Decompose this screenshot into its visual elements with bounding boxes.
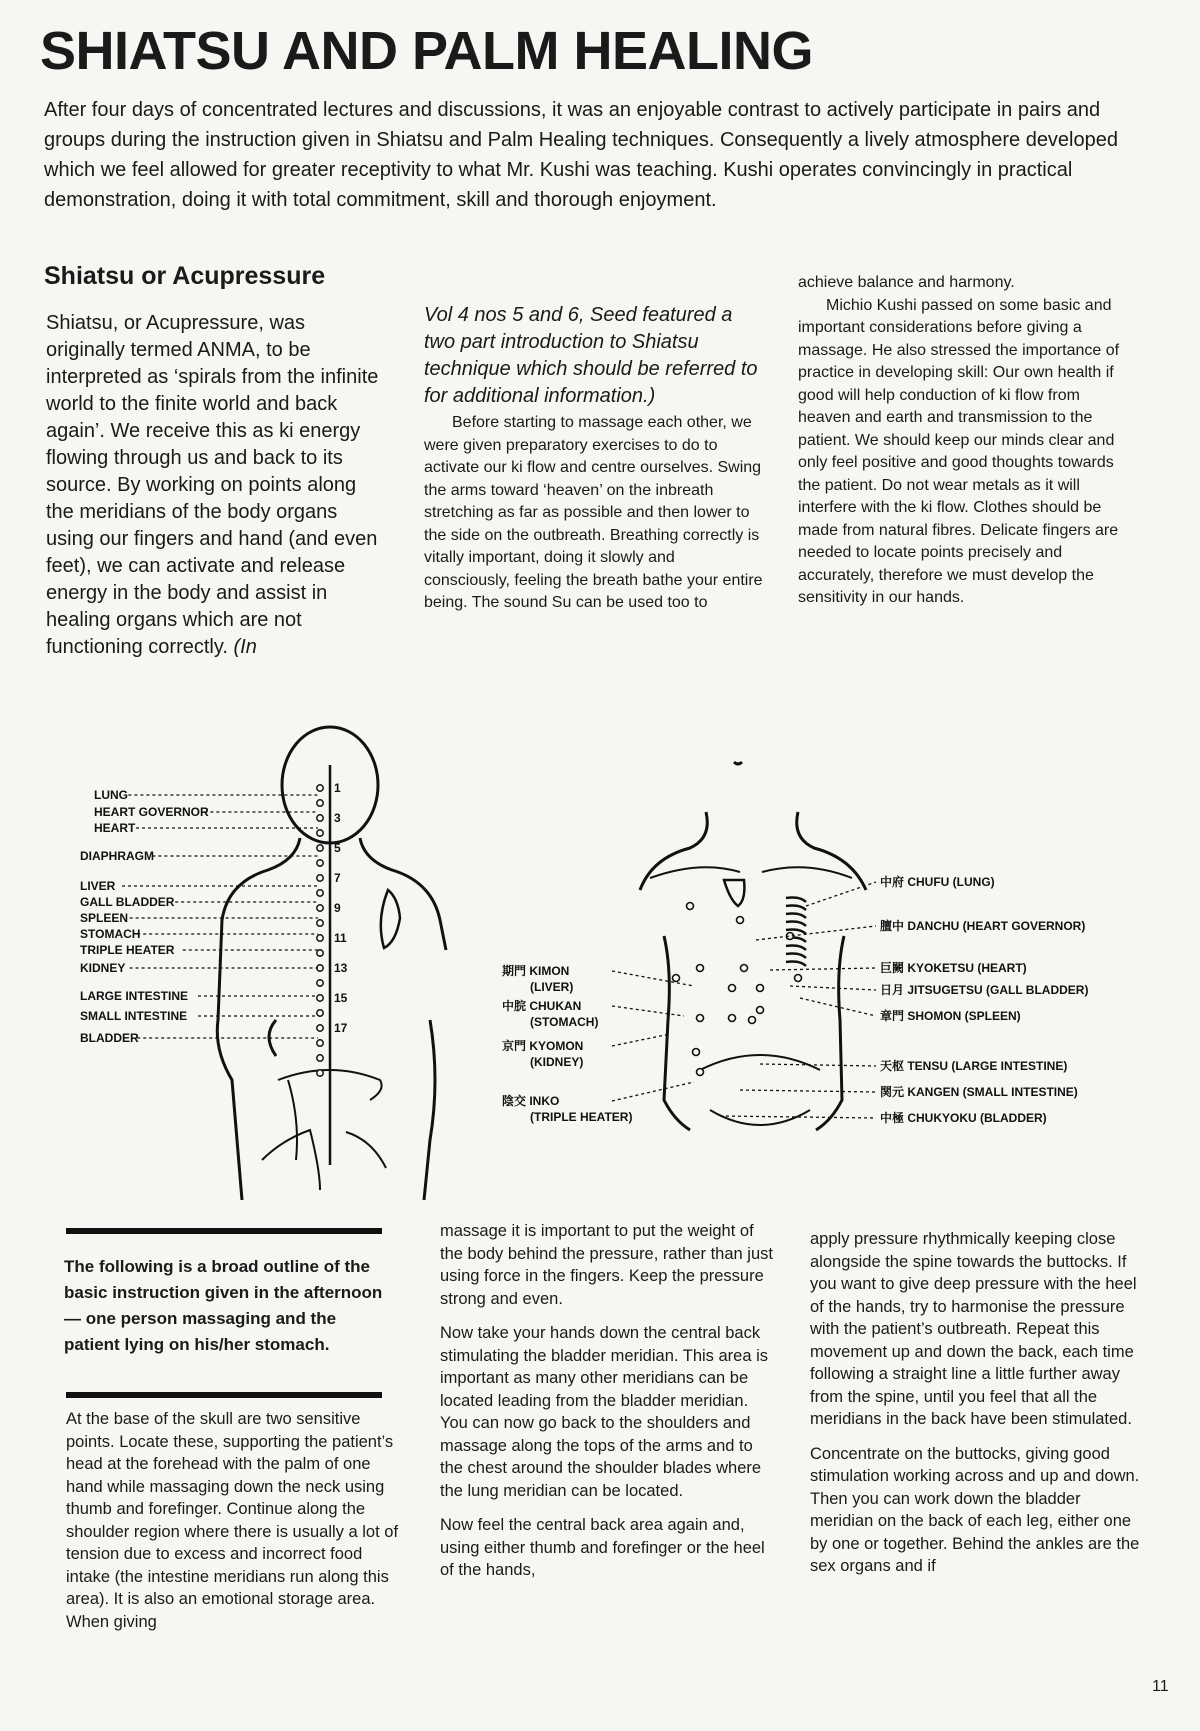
back-labels: [80, 788, 318, 1045]
column-3: [798, 272, 1128, 610]
bottom-rule: [66, 1392, 382, 1398]
bcol3-para-2: Concentrate on the buttocks, giving good stimulation working across and up and down. Then you can work down the bladder meridian on the back of each leg, either one by one or together. Behind the ankles are the sex organs and if: [810, 1444, 1140, 1575]
acupoint: [317, 1040, 323, 1046]
front-right-label: 章門 SHOMON (SPLEEN): [880, 1009, 1021, 1023]
acupoint: [317, 950, 323, 956]
leader-line: [806, 882, 876, 906]
acupoint: [317, 815, 323, 821]
col3-start: achieve balance and harmony.: [798, 274, 1015, 291]
bcol2-para-1: massage it is important to put the weight of the body behind the pressure, rather than just using force in the fingers. Keep the pressure strong and even.: [440, 1222, 773, 1308]
vertebra-numbers: [334, 781, 348, 1035]
acupoint: [317, 830, 323, 836]
article-title: SHIATSU AND PALM HEALING: [40, 21, 813, 81]
acupoint: [317, 860, 323, 866]
vertebra-number: 7: [334, 871, 341, 885]
leader-line: [612, 971, 694, 986]
leader-line: [790, 986, 876, 990]
vertebra-number: 1: [334, 781, 341, 795]
acupoint: [317, 920, 323, 926]
leader-line: [612, 1034, 670, 1046]
front-right-label: 関元 KANGEN (SMALL INTESTINE): [880, 1085, 1078, 1099]
front-left-organ: (KIDNEY): [530, 1055, 584, 1069]
front-acupoint: [697, 1069, 704, 1076]
back-label: BLADDER: [80, 1031, 139, 1045]
back-label: HEART: [94, 821, 136, 835]
back-label: SPLEEN: [80, 911, 129, 925]
vertebra-number: 17: [334, 1021, 348, 1035]
bcol2-para-3: Now feel the central back area again and, using either thumb and forefinger or the heel of the hands,: [440, 1516, 765, 1579]
front-acupoint: [693, 1049, 700, 1056]
front-acupoint: [741, 965, 748, 972]
acupoint: [317, 995, 323, 1001]
acupoint: [317, 935, 323, 941]
bcol3-para-1: apply pressure rhythmically keeping close alongside the spine towards the buttocks. If you want to give deep pressure with the heel of the hands, try to harmonise the pressure with the patient’s outbreath. Repeat this movement up and down the back, each time following a straight line a little further away from the spine, until you feel that all the meridians in the back have been stimulated.: [810, 1230, 1137, 1428]
front-acupoint: [729, 1015, 736, 1022]
front-acupoint: [697, 1015, 704, 1022]
acupoint: [317, 845, 323, 851]
front-acupoint: [749, 1017, 756, 1024]
front-figure: [640, 812, 866, 1130]
front-left-organ: (STOMACH): [530, 1015, 599, 1029]
col2-paragraph: Before starting to massage each other, we were given preparatory exercises to do to activate our ki flow and centre ourselves. Swing the arms toward ‘heaven’ on the inbreath stretching as far as possible and then lower to the side on the outbreath. Breathing correctly is vitally important, doing it slowly and consciously, feeling the breath bathe your entire being. The sound Su can be used too to: [424, 414, 763, 611]
back-label: LARGE INTESTINE: [80, 989, 189, 1003]
vertebra-number: 13: [334, 961, 348, 975]
acupoint: [317, 1010, 323, 1016]
front-left-label: 中脘 CHUKAN: [502, 999, 582, 1013]
bottom-column-1: At the base of the skull are two sensitive points. Locate these, supporting the patient’s head at the forehead with the palm of one hand while massaging down the neck using thumb and forefinger. Continue along the shoulder region where there is usually a lot of tension due to excess and incorrect food intake (the intestine meridians run along this area). It is also an emotional storage area. When giving: [66, 1410, 399, 1631]
intro-paragraph: After four days of concentrated lectures and discussions, it was an enjoyable contrast to actively participate in pairs and groups during the instruction given in Shiatsu and Palm Healing techniques. Consequently a lively atmosphere developed which we feel allowed for greater receptivity to what Mr. Kushi was teaching. Kushi operates convincingly in practical demonstration, doing it with total commitment, skill and thorough enjoyment.: [44, 99, 1118, 211]
back-label: KIDNEY: [80, 961, 126, 975]
leader-line: [740, 1090, 876, 1092]
ribcage: [786, 898, 806, 967]
vertebra-number: 15: [334, 991, 348, 1005]
front-right-label: 日月 JITSUGETSU (GALL BLADDER): [880, 983, 1089, 997]
front-acupoint: [795, 975, 802, 982]
front-left-label: 京門 KYOMON: [502, 1039, 584, 1053]
acupoint: [317, 1025, 323, 1031]
column-2: [424, 302, 764, 615]
front-right-label: 中極 CHUKYOKU (BLADDER): [880, 1111, 1047, 1125]
col1-italic-start: (In: [233, 636, 257, 658]
front-acupoint: [697, 965, 704, 972]
lead-paragraph: The following is a broad outline of the basic instruction given in the afternoon — one person massaging and the patient lying on his/her stomach.: [64, 1257, 383, 1354]
acupoint: [317, 905, 323, 911]
back-label: TRIPLE HEATER: [80, 943, 175, 957]
front-left-organ: (TRIPLE HEATER): [530, 1110, 633, 1124]
front-right-label: 膻中 DANCHU (HEART GOVERNOR): [880, 919, 1086, 933]
vertebra-number: 3: [334, 811, 341, 825]
acupoint: [317, 875, 323, 881]
top-rule: [66, 1228, 382, 1234]
front-right-labels: [720, 874, 1088, 1125]
vertebra-number: 11: [334, 931, 347, 945]
front-acupoint: [757, 1007, 764, 1014]
acupoint: [317, 800, 323, 806]
bottom-column-2: [440, 1220, 780, 1594]
back-label: STOMACH: [80, 927, 141, 941]
bottom-column-3: [810, 1228, 1140, 1590]
front-right-label: 巨闕 KYOKETSU (HEART): [880, 961, 1027, 975]
front-right-label: 中府 CHUFU (LUNG): [880, 875, 995, 889]
section-heading: Shiatsu or Acupressure: [44, 262, 326, 290]
front-left-label: 陰交 INKO: [502, 1094, 560, 1108]
leader-line: [756, 926, 876, 940]
col2-italic-note: Vol 4 nos 5 and 6, Seed featured a two part introduction to Shiatsu technique which should be referred to for additional information.): [424, 304, 758, 407]
acupoint: [317, 1055, 323, 1061]
col1-body: Shiatsu, or Acupressure, was originally termed ANMA, to be interpreted as ‘spirals from the infinite world to the finite world and back again’. We receive this as ki energy flowing through us and back to its source. By working on points along the meridians of the body organs using our fingers and hand (and even feet), we can activate and release energy in the body and assist in healing organs which are not functioning correctly.: [46, 312, 379, 658]
column-1-text: [46, 310, 386, 661]
front-points: [673, 903, 802, 1076]
meridian-diagrams: [0, 720, 1200, 1210]
front-acupoint: [673, 975, 680, 982]
bcol2-para-2: Now take your hands down the central back stimulating the bladder meridian. This area is important as many other meridians can be located leading from the bladder meridian. You can now go back to the shoulders and massage along the tops of the arms and to the chest around the shoulder blades where the lung meridian can be located.: [440, 1324, 769, 1500]
back-label: LIVER: [80, 879, 116, 893]
acupoint: [317, 890, 323, 896]
leader-line: [770, 968, 876, 970]
back-label: GALL BLADDER: [80, 895, 175, 909]
col3-paragraph: Michio Kushi passed on some basic and important considerations before giving a massage. He also stressed the importance of practice in developing skill: Our own health if good will help conduction of ki flow from heaven and earth and transmission to the patient. We should keep our minds clear and only feel positive and good thoughts towards the patient. Do not wear metals as it will interfere with the ki flow. Clothes should be made from natural fibres. Delicate fingers are needed to locate points precisely and accurately, therefore we must develop the sensitivity in our hands.: [798, 296, 1120, 606]
front-acupoint: [687, 903, 694, 910]
back-label: DIAPHRAGM: [80, 849, 154, 863]
vertebra-number: 9: [334, 901, 341, 915]
diagrams-svg: [0, 720, 1200, 1210]
front-acupoint: [757, 985, 764, 992]
front-right-label: 天枢 TENSU (LARGE INTESTINE): [880, 1059, 1068, 1073]
front-acupoint: [729, 985, 736, 992]
acupoint: [317, 785, 323, 791]
vertebra-number: 5: [334, 841, 341, 855]
page-number: 11: [1152, 1678, 1169, 1695]
back-label: HEART GOVERNOR: [94, 805, 209, 819]
front-acupoint: [737, 917, 744, 924]
acupoint: [317, 1070, 323, 1076]
leader-line: [612, 1082, 694, 1101]
front-left-label: 期門 KIMON: [502, 964, 570, 978]
front-left-organ: (LIVER): [530, 980, 574, 994]
acupoint: [317, 980, 323, 986]
back-label: LUNG: [94, 788, 128, 802]
back-label: SMALL INTESTINE: [80, 1009, 188, 1023]
leader-line: [760, 1064, 876, 1066]
back-figure: [217, 727, 446, 1200]
leader-line: [612, 1006, 684, 1016]
